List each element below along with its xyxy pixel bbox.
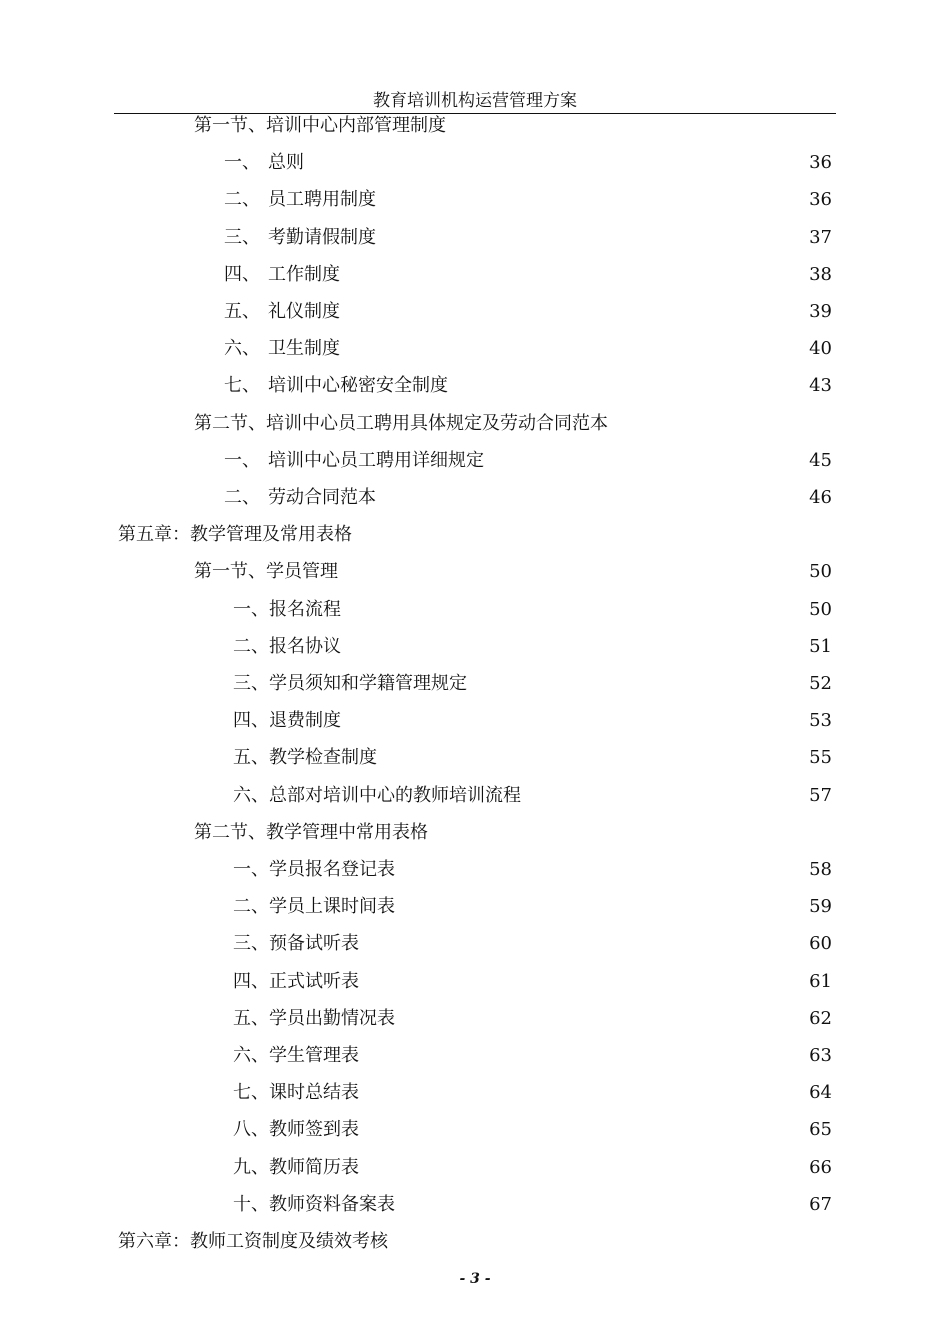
toc-entry-title: 一、学员报名登记表 xyxy=(233,859,395,880)
toc-entry-title: 六、总部对培训中心的教师培训流程 xyxy=(233,784,521,806)
toc-entry-title: 卫生制度 xyxy=(268,338,340,360)
toc-entry-page-number: 64 xyxy=(809,1082,832,1104)
page-number-footer: - 3 - xyxy=(459,1271,491,1287)
toc-entry[interactable] xyxy=(0,149,950,177)
toc-entry[interactable] xyxy=(0,484,950,512)
toc-entry-title: 一、报名流程 xyxy=(233,598,341,620)
toc-entry-title: 七、课时总结表 xyxy=(233,1082,359,1104)
toc-entry-page-number: 65 xyxy=(809,1119,832,1141)
toc-entry[interactable] xyxy=(0,1079,950,1107)
toc-entry[interactable] xyxy=(0,298,950,326)
toc-entry[interactable] xyxy=(0,670,950,698)
toc-entry-title: 五、学员出勤情况表 xyxy=(233,1007,395,1029)
toc-entry[interactable] xyxy=(0,782,950,810)
toc-entry-title: 十、教师资料备案表 xyxy=(233,1193,395,1215)
toc-entry-page-number: 43 xyxy=(809,375,832,397)
toc-entry-page-number: 63 xyxy=(809,1045,832,1066)
toc-entry-number: 三、 xyxy=(224,226,260,248)
toc-entry[interactable] xyxy=(0,1191,950,1219)
toc-entry[interactable] xyxy=(0,930,950,958)
toc-entry-title: 第二节、培训中心员工聘用具体规定及劳动合同范本 xyxy=(194,412,608,434)
toc-entry-page-number: 37 xyxy=(809,226,832,248)
toc-entry-page-number: 36 xyxy=(809,152,832,174)
toc-entry-number: 六、 xyxy=(224,338,260,360)
toc-entry[interactable] xyxy=(0,186,950,214)
toc-entry-page-number: 50 xyxy=(809,598,832,620)
toc-entry-title: 五、教学检查制度 xyxy=(233,747,377,769)
toc-entry[interactable] xyxy=(0,596,950,624)
toc-entry-title: 劳动合同范本 xyxy=(268,487,376,508)
toc-entry-page-number: 45 xyxy=(809,449,832,471)
toc-entry-page-number: 38 xyxy=(809,263,832,285)
toc-entry[interactable] xyxy=(0,224,950,252)
toc-entry-page-number: 60 xyxy=(809,933,832,955)
toc-entry[interactable] xyxy=(0,410,950,438)
toc-entry-title: 员工聘用制度 xyxy=(268,189,376,211)
toc-entry-title: 第二节、教学管理中常用表格 xyxy=(194,821,428,843)
toc-entry[interactable] xyxy=(0,893,950,921)
toc-entry-number: 一、 xyxy=(224,152,260,174)
toc-entry-page-number: 58 xyxy=(809,859,832,880)
toc-entry-title: 三、学员须知和学籍管理规定 xyxy=(233,673,467,694)
toc-entry-title: 第一节、培训中心内部管理制度 xyxy=(194,115,446,136)
toc-entry-title: 二、报名协议 xyxy=(233,635,341,657)
toc-entry-title: 第一节、学员管理 xyxy=(194,561,338,583)
toc-entry[interactable] xyxy=(0,856,950,884)
toc-entry-title: 六、学生管理表 xyxy=(233,1045,359,1066)
toc-entry[interactable] xyxy=(0,521,950,549)
toc-entry-title: 第六章：教师工资制度及绩效考核 xyxy=(118,1231,388,1252)
toc-entry-number: 二、 xyxy=(224,487,260,508)
toc-entry-page-number: 36 xyxy=(809,189,832,211)
toc-entry[interactable] xyxy=(0,558,950,586)
toc-entry-title: 四、退费制度 xyxy=(233,710,341,732)
toc-entry[interactable] xyxy=(0,968,950,996)
toc-entry-number: 五、 xyxy=(224,301,260,322)
toc-entry-page-number: 67 xyxy=(809,1193,832,1215)
toc-entry-title: 九、教师简历表 xyxy=(233,1156,359,1178)
toc-entry-page-number: 55 xyxy=(809,747,832,769)
toc-entry-title: 第五章：教学管理及常用表格 xyxy=(118,524,352,546)
toc-entry[interactable] xyxy=(0,1154,950,1182)
page-header-title: 教育培训机构运营管理方案 xyxy=(373,91,577,111)
toc-entry[interactable] xyxy=(0,633,950,661)
toc-entry[interactable] xyxy=(0,447,950,475)
toc-entry-title: 总则 xyxy=(268,152,304,174)
toc-entry-number: 一、 xyxy=(224,449,260,471)
toc-entry-title: 礼仪制度 xyxy=(268,301,340,322)
toc-entry-page-number: 61 xyxy=(809,970,832,992)
toc-entry-page-number: 39 xyxy=(809,301,832,322)
toc-entry-number: 七、 xyxy=(224,375,260,397)
toc-entry-page-number: 51 xyxy=(809,635,832,657)
toc-entry[interactable] xyxy=(0,112,950,140)
toc-entry[interactable] xyxy=(0,335,950,363)
toc-entry-title: 培训中心秘密安全制度 xyxy=(268,375,448,397)
toc-entry-number: 四、 xyxy=(224,263,260,285)
toc-entry[interactable] xyxy=(0,1116,950,1144)
toc-entry-title: 考勤请假制度 xyxy=(268,226,376,248)
toc-entry-title: 培训中心员工聘用详细规定 xyxy=(268,449,484,471)
toc-entry-title: 四、正式试听表 xyxy=(233,970,359,992)
toc-entry-page-number: 62 xyxy=(809,1007,832,1029)
toc-entry[interactable] xyxy=(0,1005,950,1033)
toc-entry[interactable] xyxy=(0,744,950,772)
toc-entry-title: 工作制度 xyxy=(268,263,340,285)
toc-entry-page-number: 52 xyxy=(809,673,832,694)
toc-entry-page-number: 40 xyxy=(809,338,832,360)
toc-entry[interactable] xyxy=(0,819,950,847)
toc-entry-page-number: 57 xyxy=(809,784,832,806)
toc-entry-page-number: 59 xyxy=(809,896,832,918)
toc-entry-page-number: 50 xyxy=(809,561,832,583)
toc-entry[interactable] xyxy=(0,707,950,735)
toc-entry[interactable] xyxy=(0,1042,950,1070)
toc-entry-title: 三、预备试听表 xyxy=(233,933,359,955)
toc-entry-title: 二、学员上课时间表 xyxy=(233,896,395,918)
toc-entry[interactable] xyxy=(0,1228,950,1256)
toc-entry-page-number: 66 xyxy=(809,1156,832,1178)
toc-entry-number: 二、 xyxy=(224,189,260,211)
toc-entry[interactable] xyxy=(0,261,950,289)
toc-entry-page-number: 46 xyxy=(809,487,832,508)
toc-entry[interactable] xyxy=(0,372,950,400)
toc-entry-title: 八、教师签到表 xyxy=(233,1119,359,1141)
toc-entry-page-number: 53 xyxy=(809,710,832,732)
